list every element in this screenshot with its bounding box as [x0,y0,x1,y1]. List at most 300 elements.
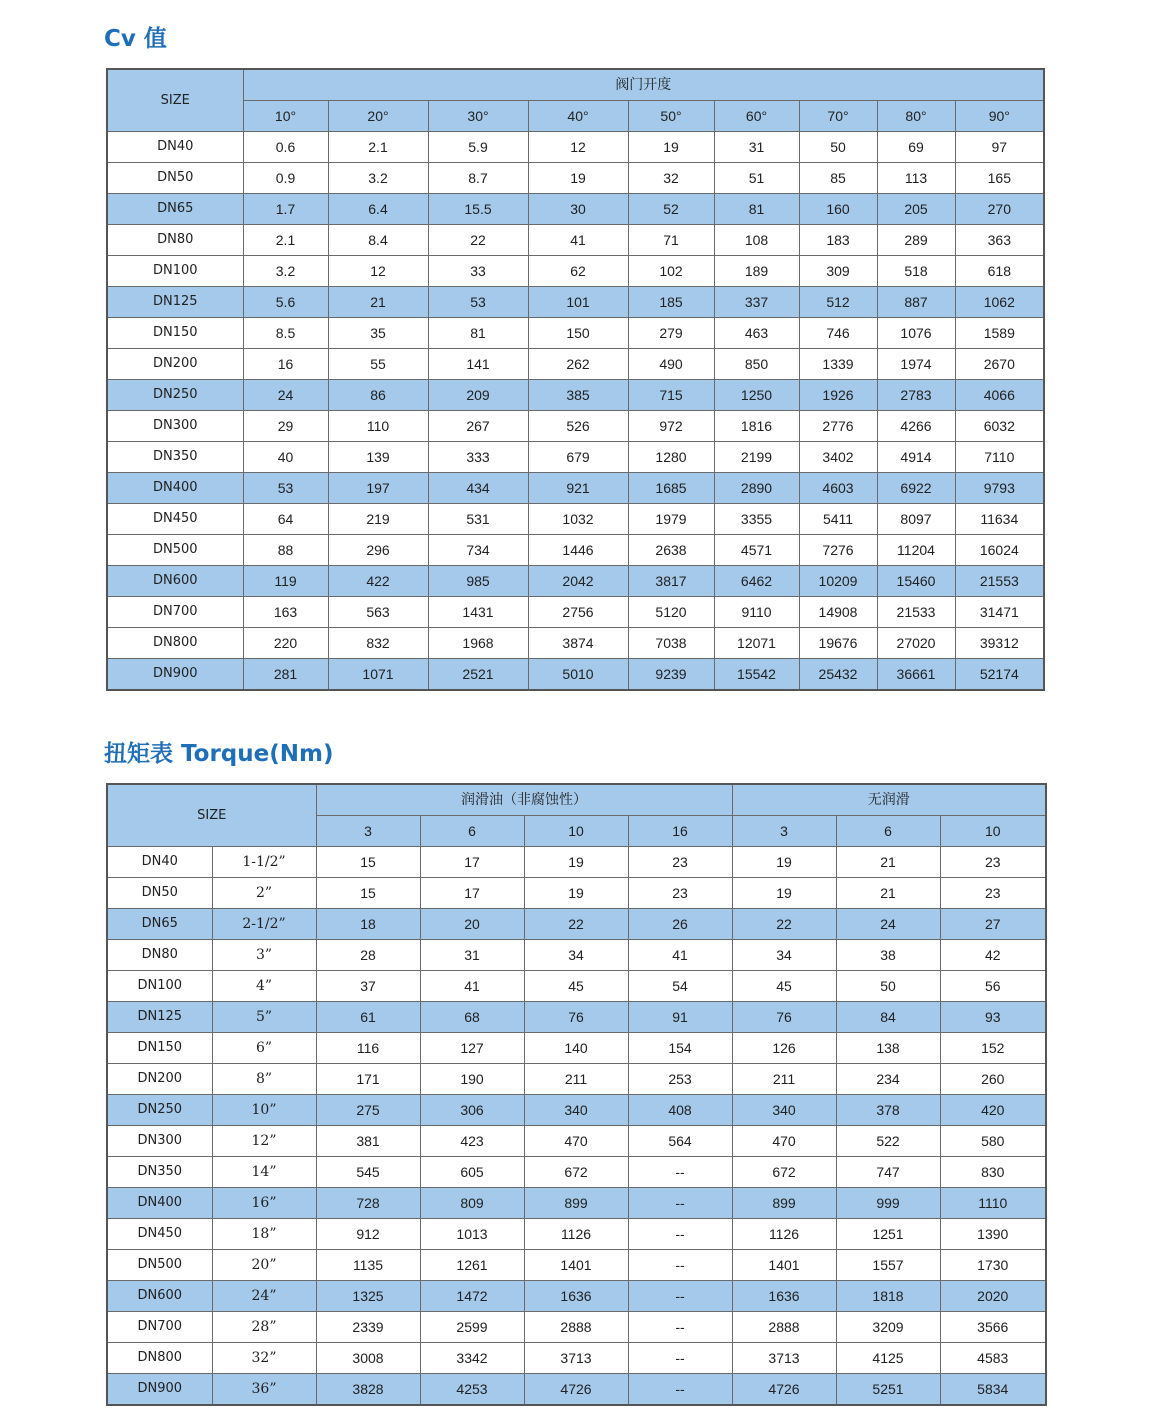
cv-group-header: 阀门开度 [243,69,1044,101]
value-cell: 4726 [732,1374,836,1406]
cv-column-header: 40° [528,101,628,132]
value-cell: 1926 [799,380,877,411]
value-cell: 5411 [799,504,877,535]
value-cell: 86 [328,380,428,411]
table-row [107,287,1044,318]
table-row [107,1157,1046,1188]
value-cell: 97 [955,132,1044,163]
value-cell: 809 [420,1188,524,1219]
value-cell: 171 [316,1064,420,1095]
table-row [107,971,1046,1002]
value-cell: 68 [420,1002,524,1033]
table-row [107,566,1044,597]
torque-column-header: 6 [836,816,940,847]
value-cell: 887 [877,287,955,318]
inch-cell: 14” [212,1157,316,1188]
value-cell: 1261 [420,1250,524,1281]
value-cell: 56 [940,971,1046,1002]
value-cell: 62 [528,256,628,287]
inch-cell: 36” [212,1374,316,1406]
value-cell: 2888 [732,1312,836,1343]
torque-column-header: 3 [732,816,836,847]
value-cell: 679 [528,442,628,473]
value-cell: 1818 [836,1281,940,1312]
value-cell: 2339 [316,1312,420,1343]
value-cell: 11204 [877,535,955,566]
value-cell: 50 [799,132,877,163]
table-row [107,878,1046,909]
value-cell: 309 [799,256,877,287]
value-cell: 1816 [714,411,799,442]
size-cell: DN80 [107,940,212,971]
value-cell: 3566 [940,1312,1046,1343]
table-row [107,1281,1046,1312]
table-row [107,1343,1046,1374]
value-cell: 260 [940,1064,1046,1095]
value-cell: 127 [420,1033,524,1064]
inch-cell: 4” [212,971,316,1002]
value-cell: 88 [243,535,328,566]
value-cell: 3355 [714,504,799,535]
value-cell: 20 [420,909,524,940]
size-cell: DN450 [107,1219,212,1250]
size-cell: DN500 [107,535,243,566]
value-cell: 52174 [955,659,1044,691]
value-cell: 24 [243,380,328,411]
size-cell: DN400 [107,473,243,504]
size-cell: DN500 [107,1250,212,1281]
value-cell: 52 [628,194,714,225]
value-cell: 45 [524,971,628,1002]
value-cell: 1636 [732,1281,836,1312]
value-cell: 340 [524,1095,628,1126]
value-cell: 15.5 [428,194,528,225]
value-cell: 23 [940,878,1046,909]
cv-column-header: 90° [955,101,1044,132]
value-cell: 6462 [714,566,799,597]
value-cell: 50 [836,971,940,1002]
inch-cell: 2” [212,878,316,909]
value-cell: 2199 [714,442,799,473]
value-cell: 12 [528,132,628,163]
value-cell: 41 [420,971,524,1002]
value-cell: 2042 [528,566,628,597]
value-cell: 2670 [955,349,1044,380]
value-cell: 101 [528,287,628,318]
value-cell: 3828 [316,1374,420,1406]
value-cell: 340 [732,1095,836,1126]
value-cell: 11634 [955,504,1044,535]
value-cell: 279 [628,318,714,349]
value-cell: 53 [243,473,328,504]
value-cell: 2.1 [328,132,428,163]
table-row [107,1374,1046,1406]
value-cell: 28 [316,940,420,971]
value-cell: 35 [328,318,428,349]
value-cell: 3008 [316,1343,420,1374]
value-cell: 40 [243,442,328,473]
value-cell: 14908 [799,597,877,628]
value-cell: 21 [836,847,940,878]
size-cell: DN50 [107,878,212,909]
value-cell: 31 [420,940,524,971]
value-cell: 522 [836,1126,940,1157]
table-row [107,940,1046,971]
value-cell: 0.9 [243,163,328,194]
value-cell: 33 [428,256,528,287]
value-cell: 21 [836,878,940,909]
value-cell: 211 [524,1064,628,1095]
value-cell: 21553 [955,566,1044,597]
value-cell: 618 [955,256,1044,287]
value-cell: 6032 [955,411,1044,442]
value-cell: 205 [877,194,955,225]
value-cell: 2521 [428,659,528,691]
value-cell: -- [628,1281,732,1312]
value-cell: 85 [799,163,877,194]
value-cell: -- [628,1374,732,1406]
value-cell: 306 [420,1095,524,1126]
value-cell: 337 [714,287,799,318]
value-cell: 91 [628,1002,732,1033]
table-row [107,132,1044,163]
value-cell: 1126 [732,1219,836,1250]
value-cell: 64 [243,504,328,535]
value-cell: 24 [836,909,940,940]
value-cell: 76 [732,1002,836,1033]
value-cell: 3713 [524,1343,628,1374]
value-cell: 19 [628,132,714,163]
size-cell: DN40 [107,847,212,878]
value-cell: 9793 [955,473,1044,504]
torque-size-header: SIZE [107,784,316,847]
value-cell: 899 [732,1188,836,1219]
value-cell: 139 [328,442,428,473]
value-cell: 8.5 [243,318,328,349]
value-cell: 275 [316,1095,420,1126]
size-cell: DN250 [107,380,243,411]
value-cell: 150 [528,318,628,349]
value-cell: 5010 [528,659,628,691]
value-cell: 2890 [714,473,799,504]
size-cell: DN300 [107,1126,212,1157]
value-cell: 470 [524,1126,628,1157]
value-cell: 81 [428,318,528,349]
size-cell: DN600 [107,1281,212,1312]
value-cell: 108 [714,225,799,256]
value-cell: 5.9 [428,132,528,163]
table-row [107,597,1044,628]
value-cell: 296 [328,535,428,566]
value-cell: 1126 [524,1219,628,1250]
value-cell: 985 [428,566,528,597]
value-cell: 434 [428,473,528,504]
value-cell: 5120 [628,597,714,628]
value-cell: 7276 [799,535,877,566]
size-cell: DN150 [107,1033,212,1064]
inch-cell: 20” [212,1250,316,1281]
value-cell: 605 [420,1157,524,1188]
value-cell: 3.2 [243,256,328,287]
table-row [107,1064,1046,1095]
value-cell: 190 [420,1064,524,1095]
value-cell: 289 [877,225,955,256]
value-cell: 4603 [799,473,877,504]
value-cell: 1636 [524,1281,628,1312]
value-cell: 15 [316,878,420,909]
value-cell: 6.4 [328,194,428,225]
value-cell: 116 [316,1033,420,1064]
size-cell: DN200 [107,1064,212,1095]
value-cell: 38 [836,940,940,971]
table-row [107,1219,1046,1250]
value-cell: 41 [528,225,628,256]
value-cell: 25432 [799,659,877,691]
size-cell: DN150 [107,318,243,349]
value-cell: 746 [799,318,877,349]
table-row [107,473,1044,504]
value-cell: 1685 [628,473,714,504]
value-cell: 262 [528,349,628,380]
value-cell: 102 [628,256,714,287]
value-cell: 113 [877,163,955,194]
value-cell: 36661 [877,659,955,691]
value-cell: 21533 [877,597,955,628]
value-cell: 4583 [940,1343,1046,1374]
value-cell: 15460 [877,566,955,597]
value-cell: 1401 [732,1250,836,1281]
cv-size-header: SIZE [107,69,243,132]
value-cell: 84 [836,1002,940,1033]
value-cell: 270 [955,194,1044,225]
table-row [107,1312,1046,1343]
inch-cell: 8” [212,1064,316,1095]
value-cell: 126 [732,1033,836,1064]
value-cell: 26 [628,909,732,940]
inch-cell: 24” [212,1281,316,1312]
value-cell: 1974 [877,349,955,380]
table-row [107,1002,1046,1033]
torque-group-header: 无润滑 [732,784,1046,816]
size-cell: DN250 [107,1095,212,1126]
value-cell: 51 [714,163,799,194]
value-cell: 999 [836,1188,940,1219]
size-cell: DN50 [107,163,243,194]
value-cell: 972 [628,411,714,442]
value-cell: 1250 [714,380,799,411]
value-cell: 2020 [940,1281,1046,1312]
value-cell: 19 [732,847,836,878]
value-cell: 1135 [316,1250,420,1281]
torque-column-header: 10 [524,816,628,847]
value-cell: 2776 [799,411,877,442]
value-cell: 830 [940,1157,1046,1188]
value-cell: 912 [316,1219,420,1250]
value-cell: 32 [628,163,714,194]
value-cell: 1472 [420,1281,524,1312]
table-row [107,535,1044,566]
value-cell: 39312 [955,628,1044,659]
size-cell: DN300 [107,411,243,442]
size-cell: DN40 [107,132,243,163]
inch-cell: 3” [212,940,316,971]
torque-column-header: 6 [420,816,524,847]
size-cell: DN900 [107,1374,212,1406]
table-row [107,411,1044,442]
value-cell: 209 [428,380,528,411]
value-cell: 564 [628,1126,732,1157]
value-cell: 1032 [528,504,628,535]
value-cell: 5834 [940,1374,1046,1406]
value-cell: 15542 [714,659,799,691]
value-cell: 1390 [940,1219,1046,1250]
table-row [107,318,1044,349]
inch-cell: 12” [212,1126,316,1157]
value-cell: 29 [243,411,328,442]
torque-table [106,783,1047,1406]
value-cell: 408 [628,1095,732,1126]
value-cell: -- [628,1312,732,1343]
value-cell: 4266 [877,411,955,442]
value-cell: 15 [316,847,420,878]
value-cell: 53 [428,287,528,318]
size-cell: DN65 [107,909,212,940]
value-cell: 37 [316,971,420,1002]
value-cell: 154 [628,1033,732,1064]
value-cell: 10209 [799,566,877,597]
cv-column-header: 70° [799,101,877,132]
value-cell: 1.7 [243,194,328,225]
value-cell: 333 [428,442,528,473]
value-cell: 518 [877,256,955,287]
value-cell: 19 [524,847,628,878]
value-cell: 3817 [628,566,714,597]
value-cell: 470 [732,1126,836,1157]
value-cell: 4066 [955,380,1044,411]
inch-cell: 6” [212,1033,316,1064]
value-cell: 55 [328,349,428,380]
value-cell: 17 [420,847,524,878]
value-cell: 378 [836,1095,940,1126]
value-cell: 1730 [940,1250,1046,1281]
value-cell: 1110 [940,1188,1046,1219]
value-cell: 715 [628,380,714,411]
table-row [107,504,1044,535]
value-cell: 1062 [955,287,1044,318]
table-row [107,1250,1046,1281]
value-cell: 281 [243,659,328,691]
size-cell: DN100 [107,971,212,1002]
value-cell: 16 [243,349,328,380]
value-cell: 31 [714,132,799,163]
size-cell: DN100 [107,256,243,287]
torque-group-header: 润滑油（非腐蚀性） [316,784,732,816]
value-cell: 1401 [524,1250,628,1281]
value-cell: 1339 [799,349,877,380]
value-cell: 734 [428,535,528,566]
value-cell: 27020 [877,628,955,659]
value-cell: 76 [524,1002,628,1033]
cv-table [106,68,1045,691]
value-cell: 160 [799,194,877,225]
value-cell: 2638 [628,535,714,566]
value-cell: 850 [714,349,799,380]
value-cell: 2888 [524,1312,628,1343]
value-cell: 1431 [428,597,528,628]
value-cell: 1446 [528,535,628,566]
value-cell: 42 [940,940,1046,971]
value-cell: 71 [628,225,714,256]
value-cell: 19 [528,163,628,194]
value-cell: 580 [940,1126,1046,1157]
value-cell: -- [628,1157,732,1188]
inch-cell: 32” [212,1343,316,1374]
value-cell: 17 [420,878,524,909]
inch-cell: 5” [212,1002,316,1033]
value-cell: 1280 [628,442,714,473]
table-row [107,163,1044,194]
value-cell: 3209 [836,1312,940,1343]
value-cell: 34 [732,940,836,971]
value-cell: 381 [316,1126,420,1157]
value-cell: 81 [714,194,799,225]
size-cell: DN125 [107,287,243,318]
value-cell: 211 [732,1064,836,1095]
value-cell: 23 [628,847,732,878]
value-cell: -- [628,1343,732,1374]
value-cell: 165 [955,163,1044,194]
value-cell: -- [628,1250,732,1281]
value-cell: 385 [528,380,628,411]
value-cell: 253 [628,1064,732,1095]
value-cell: 423 [420,1126,524,1157]
value-cell: 16024 [955,535,1044,566]
value-cell: 832 [328,628,428,659]
table-row [107,628,1044,659]
cv-column-header: 80° [877,101,955,132]
value-cell: 7110 [955,442,1044,473]
value-cell: 21 [328,287,428,318]
value-cell: 138 [836,1033,940,1064]
cv-column-header: 50° [628,101,714,132]
value-cell: 672 [524,1157,628,1188]
value-cell: 531 [428,504,528,535]
value-cell: 189 [714,256,799,287]
value-cell: 220 [243,628,328,659]
value-cell: 19676 [799,628,877,659]
value-cell: 921 [528,473,628,504]
table-row [107,194,1044,225]
inch-cell: 16” [212,1188,316,1219]
size-cell: DN600 [107,566,243,597]
value-cell: 2756 [528,597,628,628]
inch-cell: 1-1/2” [212,847,316,878]
value-cell: 526 [528,411,628,442]
value-cell: 4253 [420,1374,524,1406]
value-cell: 23 [940,847,1046,878]
value-cell: 463 [714,318,799,349]
size-cell: DN350 [107,442,243,473]
value-cell: 197 [328,473,428,504]
value-cell: 19 [524,878,628,909]
table-row [107,349,1044,380]
value-cell: 5.6 [243,287,328,318]
value-cell: 219 [328,504,428,535]
value-cell: 8.7 [428,163,528,194]
value-cell: 6922 [877,473,955,504]
value-cell: 363 [955,225,1044,256]
value-cell: 45 [732,971,836,1002]
